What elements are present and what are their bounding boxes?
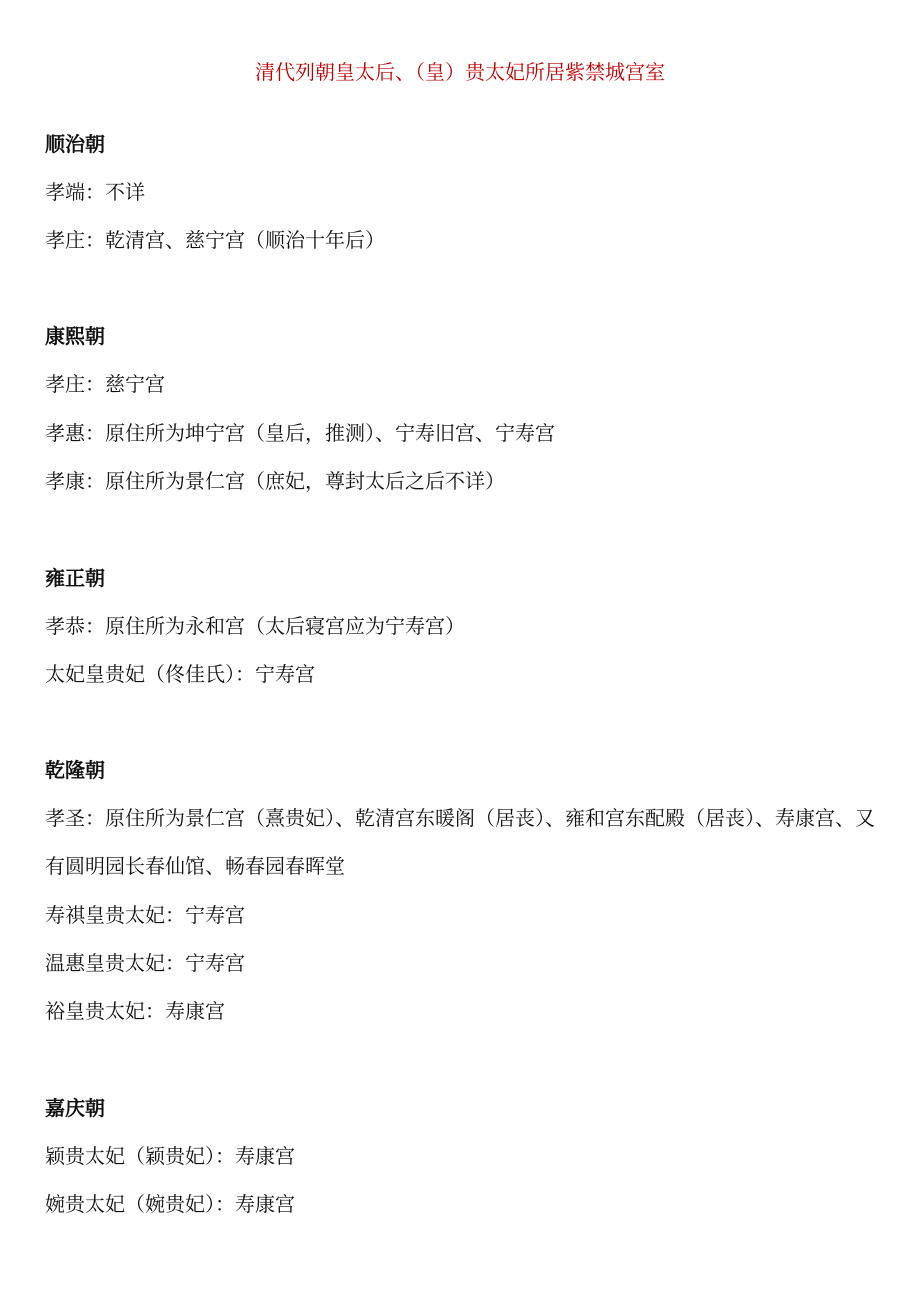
entry-text: 孝庄：乾清宫、慈宁宫（顺治十年后） (45, 228, 385, 252)
section-heading-shunzhi: 顺治朝 (45, 132, 105, 156)
entry-text: 婉贵太妃（婉贵妃）：寿康宫 (45, 1192, 295, 1216)
entry-text: 孝圣：原住所为景仁宫（熹贵妃）、乾清宫东暖阁（居丧）、雍和宫东配殿（居丧）、寿康宫、又有圆明园长春仙馆、畅春园春晖堂 (45, 806, 875, 878)
entry-text: 孝康：原住所为景仁宫（庶妃，尊封太后之后不详） (45, 469, 505, 493)
section-heading-jiaqing: 嘉庆朝 (45, 1096, 105, 1120)
entry-text: 颖贵太妃（颖贵妃）：寿康宫 (45, 1144, 295, 1168)
entry-text: 孝惠：原住所为坤宁宫（皇后，推测）、宁寿旧宫、宁寿宫 (45, 421, 555, 445)
entry-text: 裕皇贵太妃：寿康宫 (45, 999, 225, 1023)
entry-text: 太妃皇贵妃（佟佳氏）：宁寿宫 (45, 662, 315, 686)
section-heading-kangxi: 康熙朝 (45, 324, 105, 348)
entry-text: 寿祺皇贵太妃：宁寿宫 (45, 903, 245, 927)
entry-text: 孝恭：原住所为永和宫（太后寝宫应为宁寿宫） (45, 614, 465, 638)
section-heading-qianlong: 乾隆朝 (45, 758, 105, 782)
document-title: 清代列朝皇太后、（皇）贵太妃所居紫禁城宫室 (255, 60, 665, 84)
entry-text: 温惠皇贵太妃：宁寿宫 (45, 951, 245, 975)
section-heading-yongzheng: 雍正朝 (45, 566, 105, 590)
entry-text: 孝端：不详 (45, 180, 145, 204)
entry-text: 孝庄：慈宁宫 (45, 372, 165, 396)
